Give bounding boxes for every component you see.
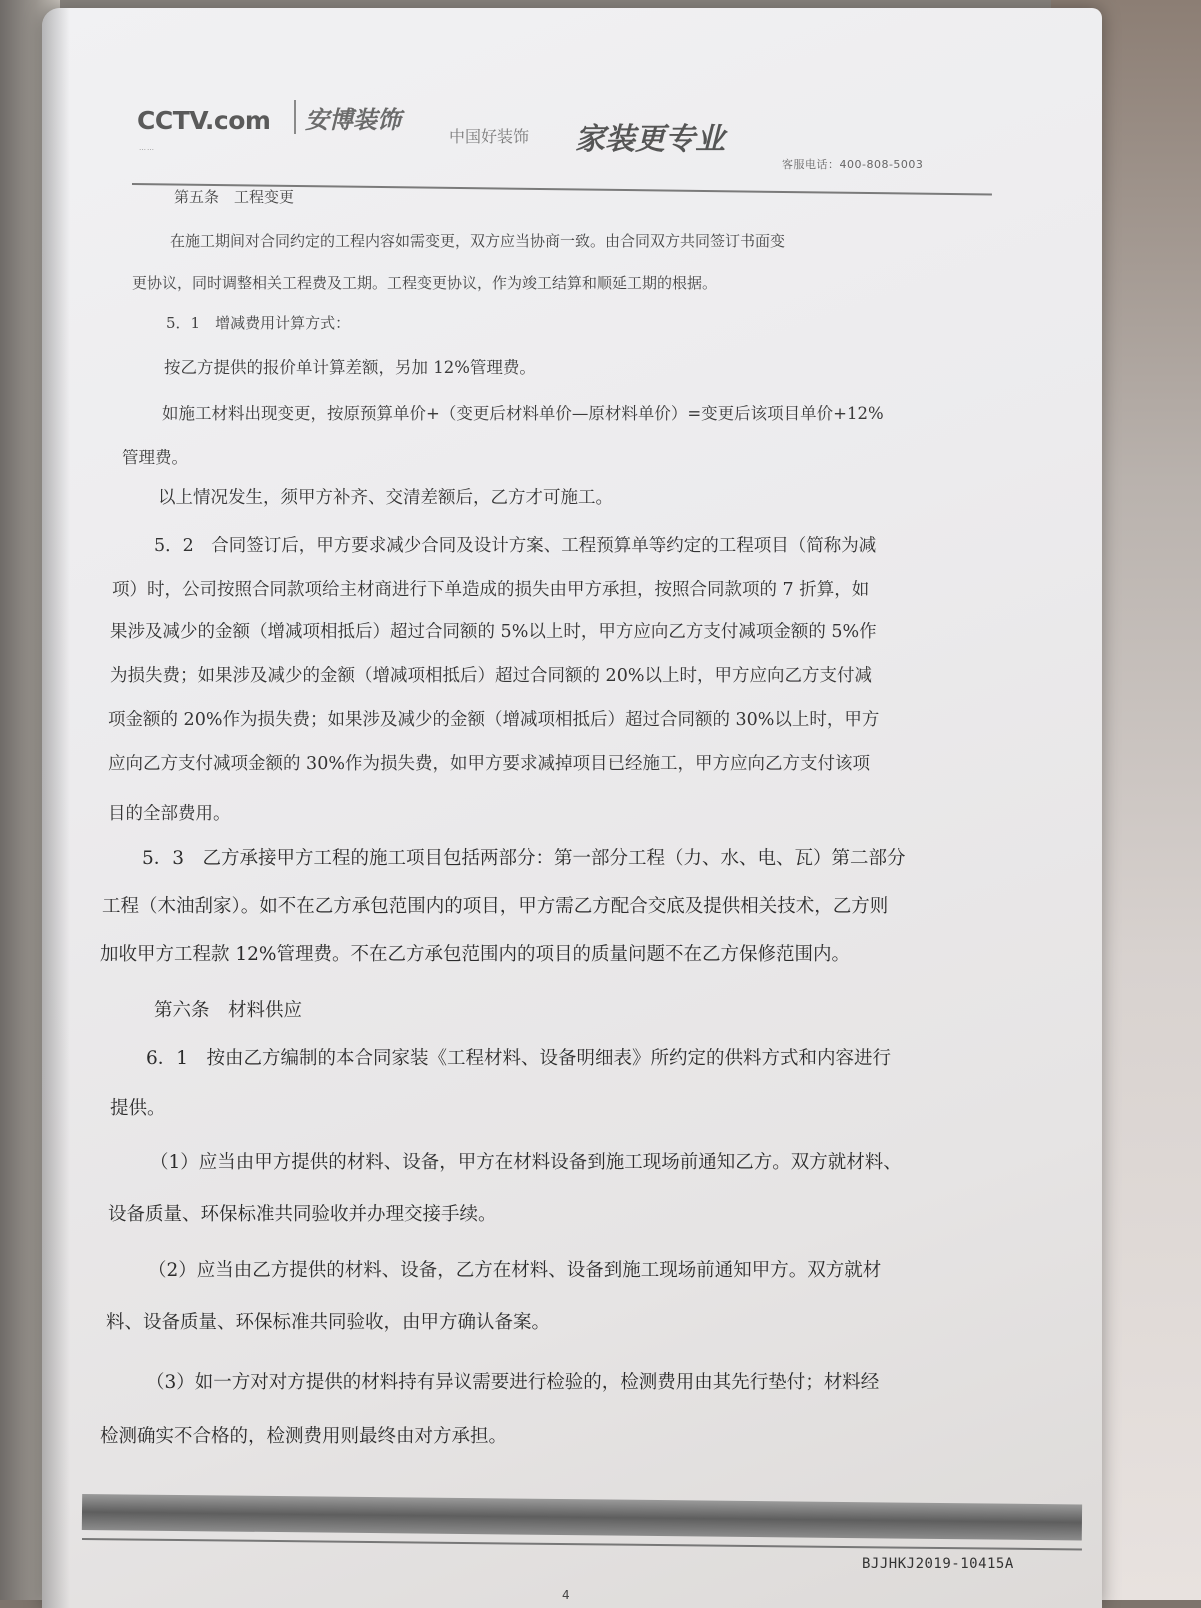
footer-bar — [82, 1494, 1082, 1540]
text-line: 应向乙方支付减项金额的 30%作为损失费，如甲方要求减掉项目已经施工，甲方应向乙方支付该项 — [108, 754, 870, 774]
item-2: （2）应当由乙方提供的材料、设备，乙方在材料、设备到施工现场前通知甲方。双方就材 — [148, 1260, 882, 1281]
hotline-text: 客服电话：400-808-5003 — [782, 158, 924, 171]
text-line: 管理费。 — [122, 448, 188, 467]
section-heading-6: 第六条 材料供应 — [154, 1000, 303, 1021]
text-line: 料、设备质量、环保标准共同验收，由甲方确认备案。 — [106, 1312, 551, 1333]
china-decoration-logo: 中国好装饰 — [449, 127, 530, 146]
text-line: 按乙方提供的报价单计算差额，另加 12%管理费。 — [164, 358, 536, 377]
section-heading-5: 第五条 工程变更 — [174, 188, 295, 206]
footer-rule — [82, 1538, 1082, 1550]
text-line: 加收甲方工程款 12%管理费。不在乙方承包范围内的项目的质量问题不在乙方保修范围内。 — [100, 944, 851, 965]
cctv-logo: CCTV.com — [137, 106, 271, 135]
brand-logo: 安博装饰 — [305, 105, 401, 134]
text-line: 目的全部费用。 — [108, 804, 231, 824]
text-line: 工程（木油刮家）。如不在乙方承包范围内的项目，甲方需乙方配合交底及提供相关技术，乙方则 — [102, 896, 889, 917]
text-line: 如施工材料出现变更，按原预算单价+（变更后材料单价—原材料单价）=变更后该项目单价+12% — [162, 404, 884, 423]
item-3: （3）如一方对对方提供的材料持有异议需要进行检验的，检测费用由其先行垫付；材料经 — [146, 1372, 880, 1393]
slogan-logo: 家装更专业 — [575, 122, 725, 157]
clause-6-1: 6．1 按由乙方编制的本合同家装《工程材料、设备明细表》所约定的供料方式和内容进行 — [146, 1048, 892, 1069]
page-number: 4 — [562, 1588, 570, 1602]
binding-shadow — [42, 8, 70, 1608]
clause-5-3: 5．3 乙方承接甲方工程的施工项目包括两部分：第一部分工程（力、水、电、瓦）第二部分 — [142, 848, 906, 869]
clause-5-2: 5．2 合同签订后，甲方要求减少合同及设计方案、工程预算单等约定的工程项目（简称为减 — [154, 536, 877, 556]
logo-tagline: …… — [139, 144, 155, 152]
text-line: 设备质量、环保标准共同验收并办理交接手续。 — [108, 1204, 497, 1225]
document-page — [42, 8, 1102, 1608]
document-code: BJJHKJ2019-10415A — [862, 1556, 1014, 1572]
text-line: 在施工期间对合同约定的工程内容如需变更，双方应当协商一致。由合同双方共同签订书面变 — [170, 232, 786, 250]
text-line: 为损失费；如果涉及减少的金额（增减项相抵后）超过合同额的 20%以上时，甲方应向乙方支付减 — [110, 666, 872, 686]
text-line: 以上情况发生，须甲方补齐、交清差额后，乙方才可施工。 — [158, 488, 613, 508]
text-line: 提供。 — [110, 1098, 166, 1119]
text-line: 更协议，同时调整相关工程费及工期。工程变更协议，作为竣工结算和顺延工期的根据。 — [132, 274, 718, 292]
logo-divider — [294, 100, 296, 134]
text-line: 果涉及减少的金额（增减项相抵后）超过合同额的 5%以上时，甲方应向乙方支付减项金额的 5%作 — [110, 622, 877, 642]
text-line: 项）时，公司按照合同款项给主材商进行下单造成的损失由甲方承担，按照合同款项的 7 折算，如 — [112, 580, 870, 600]
item-1: （1）应当由甲方提供的材料、设备，甲方在材料设备到施工现场前通知乙方。双方就材料、 — [150, 1152, 902, 1173]
page-header — [137, 86, 997, 176]
clause-5-1: 5．1 增减费用计算方式： — [166, 314, 351, 332]
text-line: 项金额的 20%作为损失费；如果涉及减少的金额（增减项相抵后）超过合同额的 30%以上时，甲方 — [108, 710, 880, 730]
text-line: 检测确实不合格的，检测费用则最终由对方承担。 — [100, 1426, 508, 1447]
